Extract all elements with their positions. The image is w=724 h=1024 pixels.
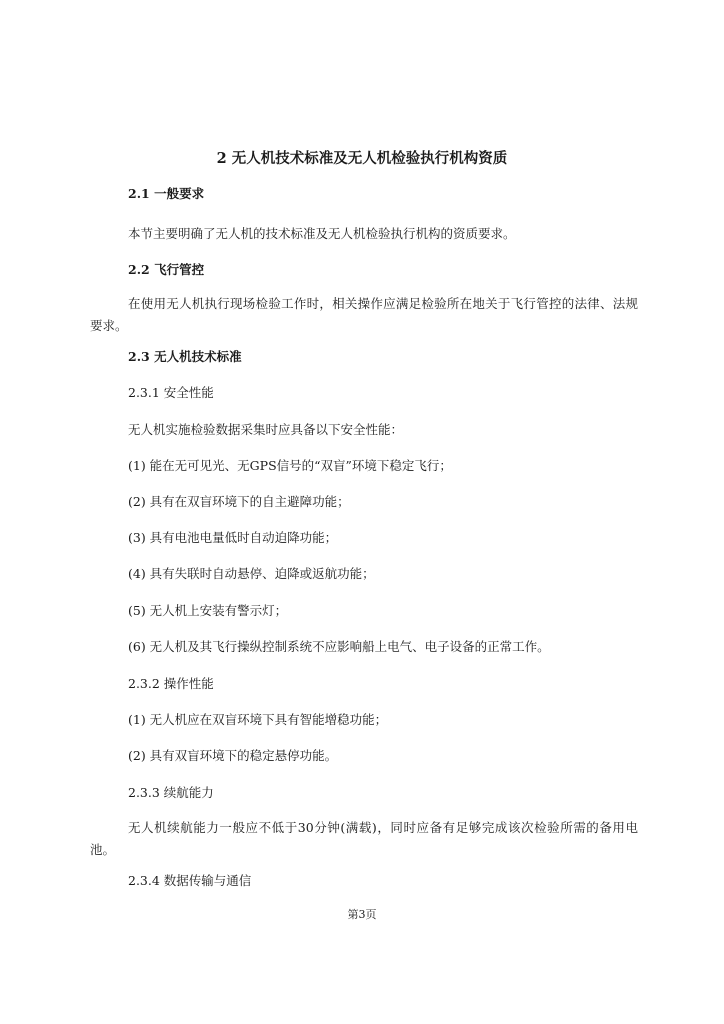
subsection-intro-2-3-1: 无人机实施检验数据采集时应具备以下安全性能： [128,422,404,437]
list-item: (4) 具有失联时自动悬停、迫降或返航功能； [128,566,375,581]
page-title: 2 无人机技术标准及无人机检验执行机构资质 [216,150,508,167]
list-item: (6) 无人机及其飞行操纵控制系统不应影响船上电气、电子设备的正常工作。 [128,639,550,654]
list-item: (3) 具有电池电量低时自动迫降功能； [128,530,338,545]
list-item: (1) 无人机应在双盲环境下具有智能增稳功能； [128,712,388,727]
subsection-text-2-3-3: 无人机续航能力一般应不低于30分钟(满载)，同时应备有足够完成该次检验所需的备用电池。 [90,820,638,857]
list-item: (5) 无人机上安装有警示灯； [128,603,288,618]
section-text-2-2: 在使用无人机执行现场检验工作时，相关操作应满足检验所在地关于飞行管控的法律、法规要求。 [90,296,638,333]
subsection-heading-2-3-2: 2.3.2 操作性能 [128,676,214,691]
page-number: 第3页 [347,908,377,921]
list-item: (1) 能在无可见光、无GPS信号的“双盲”环境下稳定飞行； [128,458,452,473]
subsection-heading-2-3-3: 2.3.3 续航能力 [128,785,214,800]
section-heading-2-1: 2.1 一般要求 [128,186,205,201]
subsection-heading-2-3-4: 2.3.4 数据传输与通信 [128,873,252,888]
section-heading-2-3: 2.3 无人机技术标准 [128,349,242,364]
section-heading-2-2: 2.2 飞行管控 [128,262,205,277]
list-item: (2) 具有在双盲环境下的自主避障功能； [128,494,350,509]
subsection-heading-2-3-1: 2.3.1 安全性能 [128,385,214,400]
section-text-2-1: 本节主要明确了无人机的技术标准及无人机检验执行机构的资质要求。 [128,226,516,241]
list-item: (2) 具有双盲环境下的稳定悬停功能。 [128,748,338,763]
